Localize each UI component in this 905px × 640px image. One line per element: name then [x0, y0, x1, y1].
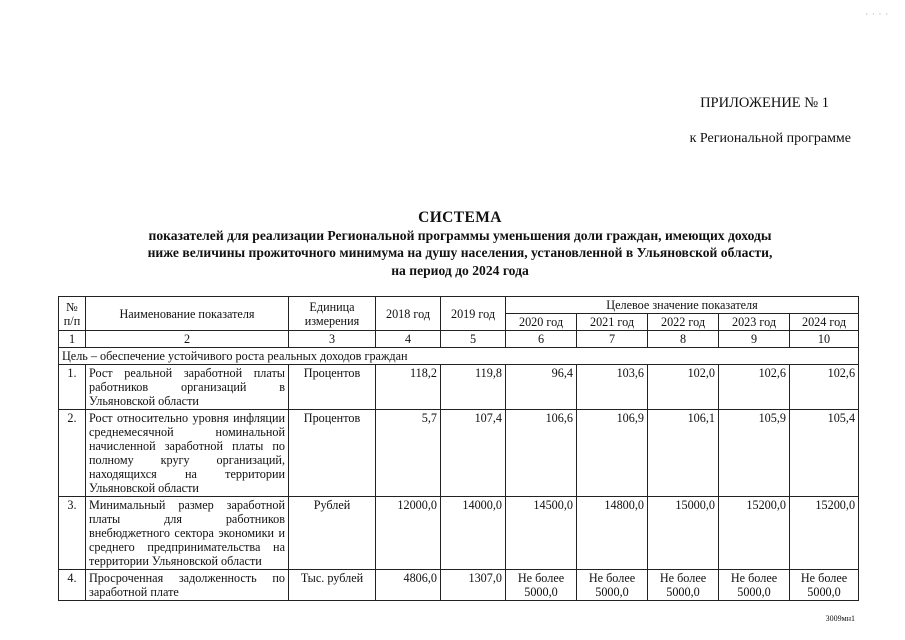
header-2019: 2019 год: [441, 297, 506, 331]
table-row: [59, 570, 859, 601]
unit-cell: Процентов: [289, 365, 376, 410]
value-2024: 15200,0: [790, 497, 859, 570]
value-2020: 14500,0: [506, 497, 577, 570]
goal-row: Цель – обеспечение устойчивого роста реальных доходов граждан: [59, 348, 859, 365]
value-2018: 12000,0: [376, 497, 441, 570]
col-number: 9: [719, 331, 790, 348]
document-title: [60, 209, 860, 279]
value-2020: Не более 5000,0: [506, 570, 577, 601]
col-number: 8: [648, 331, 719, 348]
col-number: 6: [506, 331, 577, 348]
value-2023: 105,9: [719, 410, 790, 497]
header-2024: 2024 год: [790, 314, 859, 331]
table-row: [59, 365, 859, 410]
col-number: 3: [289, 331, 376, 348]
title-line-3: на период до 2024 года: [391, 262, 529, 278]
value-2022: 102,0: [648, 365, 719, 410]
value-2021: 14800,0: [577, 497, 648, 570]
value-2024: 102,6: [790, 365, 859, 410]
col-number: 5: [441, 331, 506, 348]
header-target: Целевое значение показателя: [506, 297, 859, 314]
appendix-label: ПРИЛОЖЕНИЕ № 1: [700, 95, 829, 111]
col-number: 2: [86, 331, 289, 348]
value-2023: 15200,0: [719, 497, 790, 570]
col-number: 10: [790, 331, 859, 348]
value-2022: Не более 5000,0: [648, 570, 719, 601]
value-2018: 5,7: [376, 410, 441, 497]
indicator-name: Рост относительно уровня инфляции среднемесячной номинальной начисленной заработной платы по полному кругу организаций, находящихся на территории Ульяновской области: [86, 410, 289, 497]
value-2024: Не более 5000,0: [790, 570, 859, 601]
value-2019: 119,8: [441, 365, 506, 410]
header-unit: Единица измерения: [289, 297, 376, 331]
value-2024: 105,4: [790, 410, 859, 497]
header-2018: 2018 год: [376, 297, 441, 331]
header-2023: 2023 год: [719, 314, 790, 331]
value-2020: 96,4: [506, 365, 577, 410]
row-num: 1.: [59, 365, 86, 410]
table-row: [59, 497, 859, 570]
title-line-2: ниже величины прожиточного минимума на душу населения, установленной в Ульяновской области,: [147, 245, 773, 260]
header-2020: 2020 год: [506, 314, 577, 331]
value-2018: 118,2: [376, 365, 441, 410]
row-num: 4.: [59, 570, 86, 601]
indicator-name: Рост реальной заработной платы работников организаций в Ульяновской области: [86, 365, 289, 410]
value-2023: 102,6: [719, 365, 790, 410]
col-number: 1: [59, 331, 86, 348]
header-num: № п/п: [59, 297, 86, 331]
indicator-name: Просроченная задолженность по заработной плате: [86, 570, 289, 601]
value-2019: 1307,0: [441, 570, 506, 601]
appendix-reference: к Региональной программе: [689, 131, 851, 146]
value-2022: 106,1: [648, 410, 719, 497]
value-2019: 107,4: [441, 410, 506, 497]
value-2022: 15000,0: [648, 497, 719, 570]
title-line-1: показателей для реализации Региональной программы уменьшения доли граждан, имеющих доходы: [148, 227, 772, 243]
row-num: 3.: [59, 497, 86, 570]
unit-cell: Процентов: [289, 410, 376, 497]
value-2020: 106,6: [506, 410, 577, 497]
value-2023: Не более 5000,0: [719, 570, 790, 601]
header-2021: 2021 год: [577, 314, 648, 331]
indicator-name: Минимальный размер заработной платы для работников внебюджетного сектора экономики и среднего предпринимательства на территории Ульяновской области: [86, 497, 289, 570]
value-2021: 106,9: [577, 410, 648, 497]
scan-mark: · · · ·: [865, 10, 889, 19]
header-2022: 2022 год: [648, 314, 719, 331]
header-name: Наименование показателя: [86, 297, 289, 331]
unit-cell: Рублей: [289, 497, 376, 570]
indicators-table: [58, 296, 859, 601]
unit-cell: Тыс. рублей: [289, 570, 376, 601]
value-2021: Не более 5000,0: [577, 570, 648, 601]
col-number: 4: [376, 331, 441, 348]
value-2019: 14000,0: [441, 497, 506, 570]
col-number: 7: [577, 331, 648, 348]
title-main: СИСТЕМА: [418, 209, 502, 226]
row-num: 2.: [59, 410, 86, 497]
table-row: [59, 410, 859, 497]
footer-mark: 3009мн1: [825, 614, 855, 623]
value-2018: 4806,0: [376, 570, 441, 601]
value-2021: 103,6: [577, 365, 648, 410]
